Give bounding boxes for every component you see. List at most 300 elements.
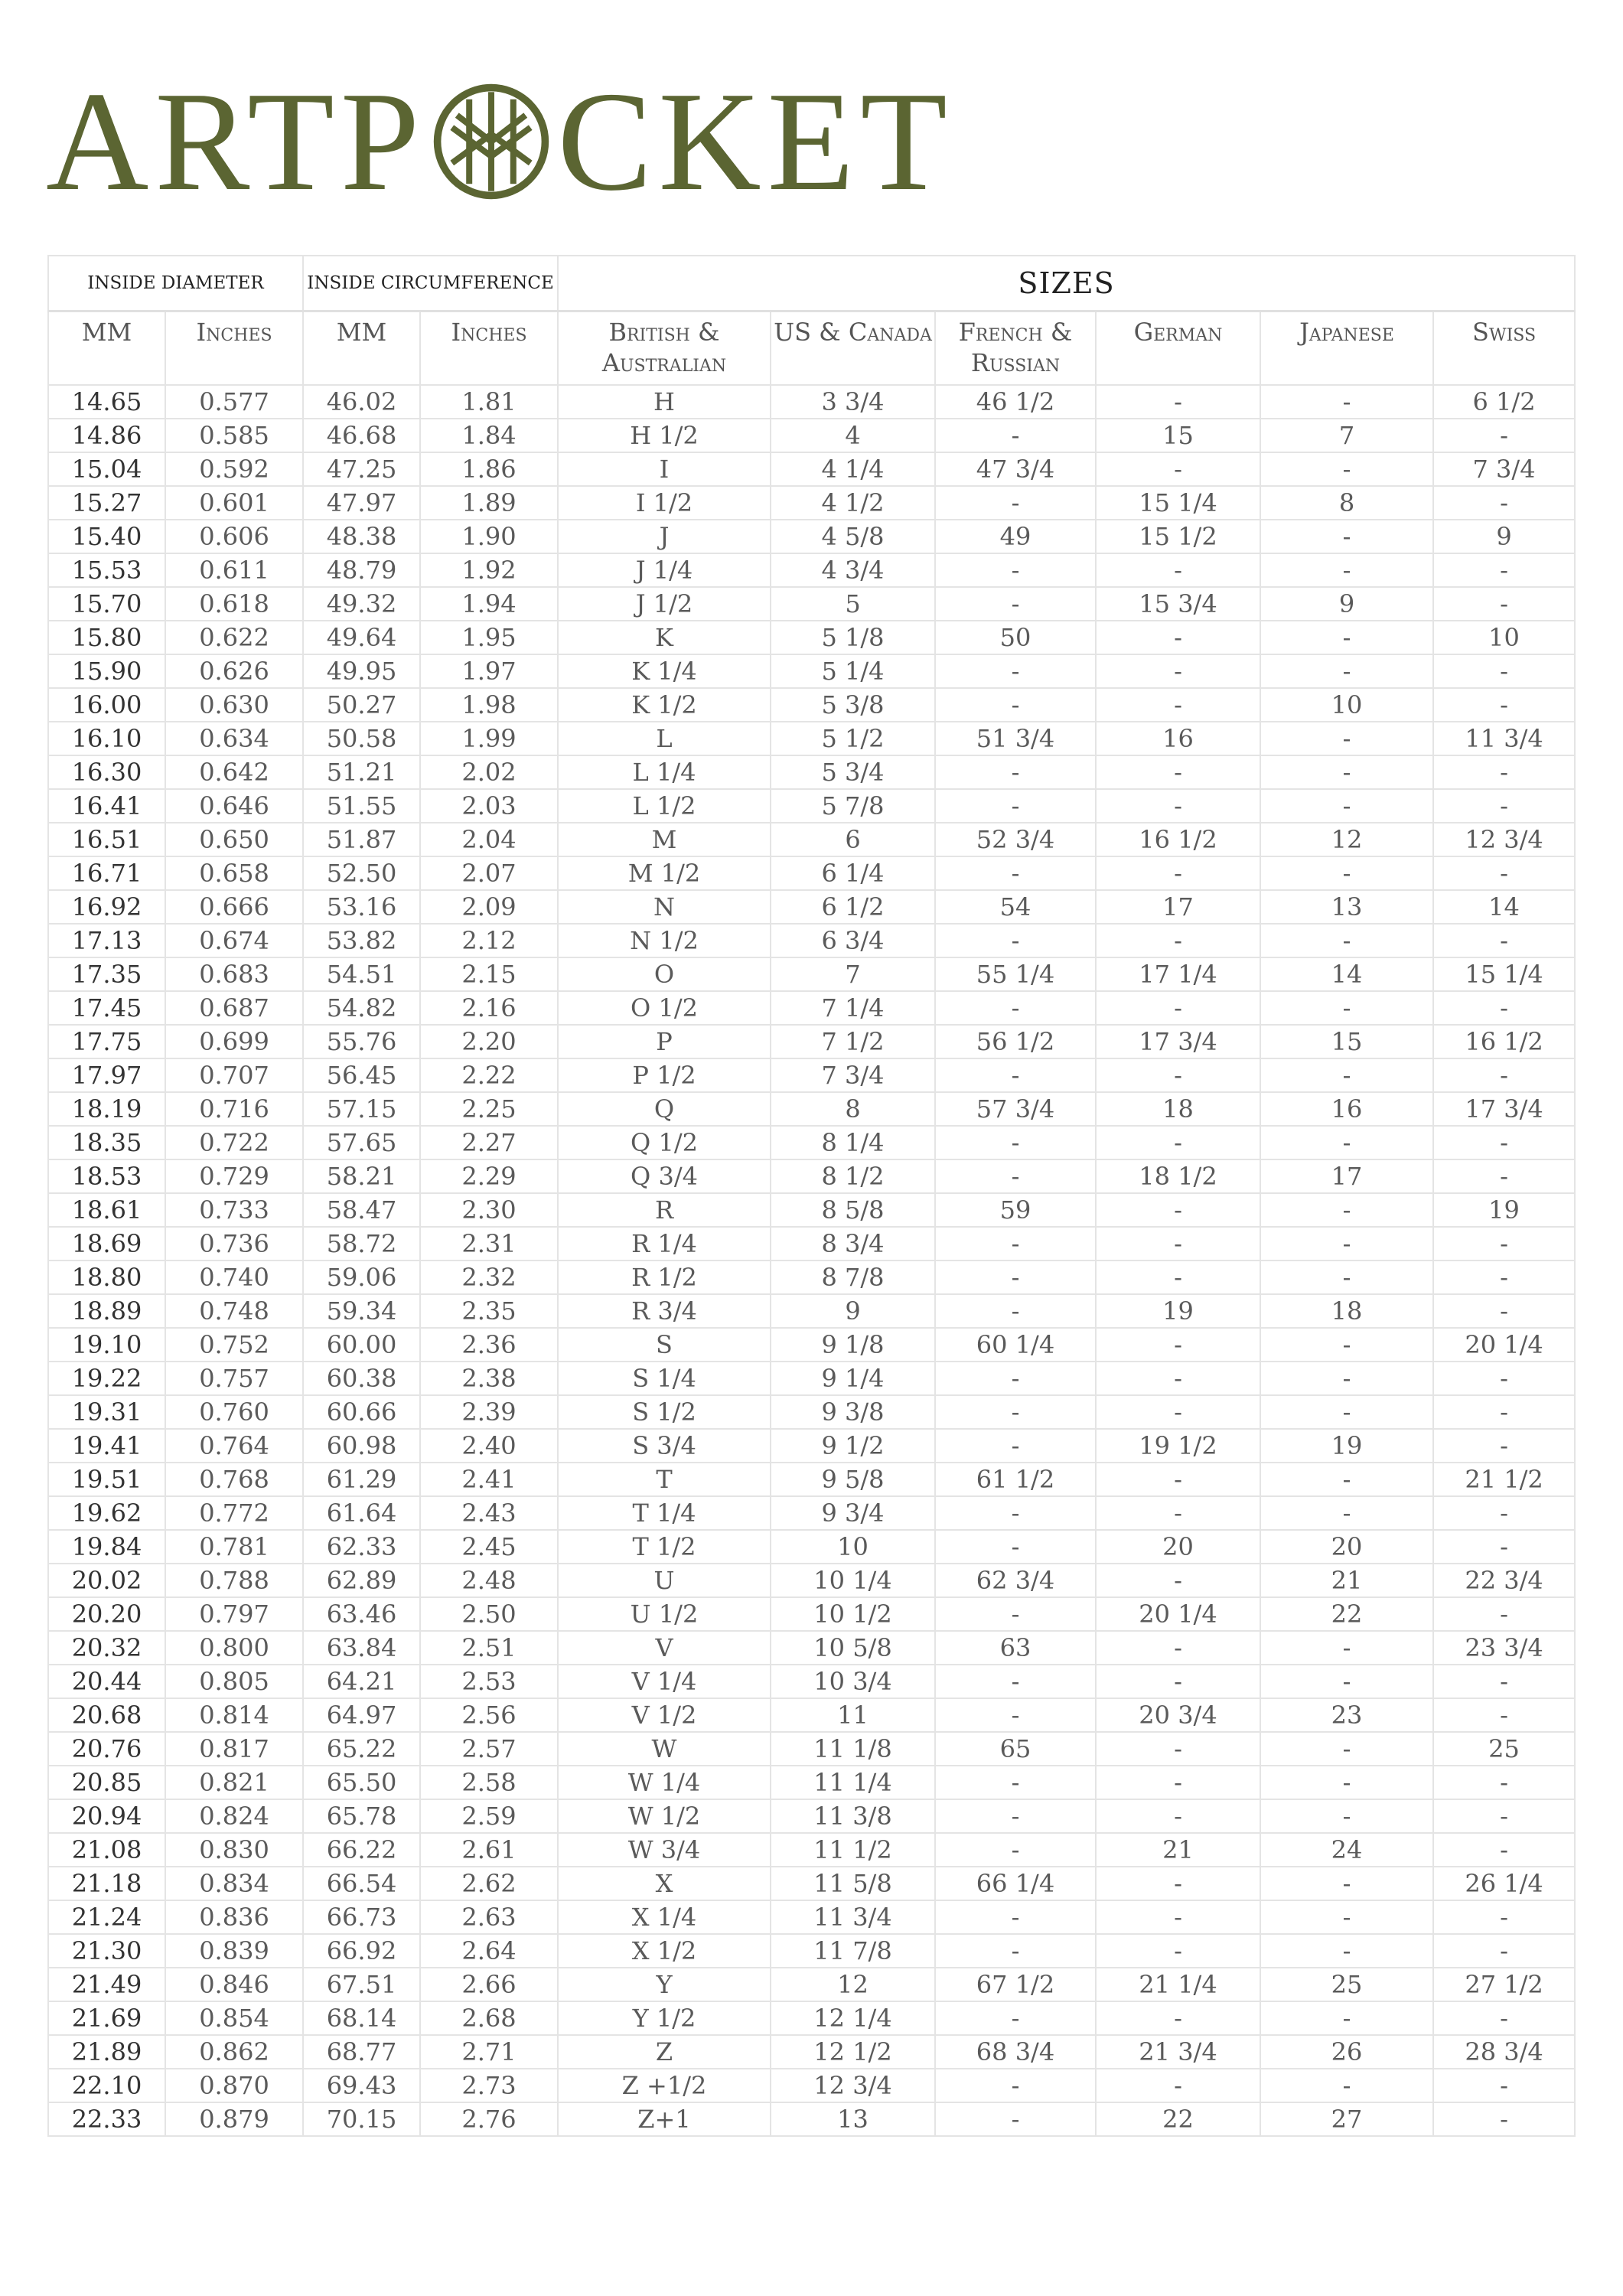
british-australian-cell: S 3/4 (558, 1429, 771, 1463)
diameter-mm-cell: 18.80 (48, 1261, 165, 1294)
german-cell: - (1096, 1328, 1260, 1362)
japanese-cell: - (1260, 789, 1433, 823)
circumference-mm-cell: 64.97 (303, 1698, 420, 1732)
british-australian-cell: L (558, 722, 771, 755)
french-russian-cell: 62 3/4 (935, 1564, 1096, 1597)
column-header-diameter-inches: Inches (165, 311, 303, 386)
table-row (48, 654, 1575, 688)
diameter-mm-cell: 21.24 (48, 1900, 165, 1934)
circumference-mm-cell: 60.38 (303, 1362, 420, 1395)
circumference-inches-cell: 2.41 (420, 1463, 558, 1496)
us-canada-cell: 5 3/8 (771, 688, 935, 722)
circumference-mm-cell: 59.06 (303, 1261, 420, 1294)
diameter-mm-cell: 22.33 (48, 2102, 165, 2136)
us-canada-cell: 7 3/4 (771, 1058, 935, 1092)
circumference-inches-cell: 2.56 (420, 1698, 558, 1732)
diameter-mm-cell: 21.08 (48, 1833, 165, 1867)
french-russian-cell: - (935, 991, 1096, 1025)
circumference-mm-cell: 66.22 (303, 1833, 420, 1867)
german-cell: - (1096, 2001, 1260, 2035)
us-canada-cell: 11 1/2 (771, 1833, 935, 1867)
column-header-diameter-mm: MM (48, 311, 165, 386)
table-row (48, 385, 1575, 419)
diameter-mm-cell: 15.40 (48, 520, 165, 553)
circumference-inches-cell: 2.12 (420, 924, 558, 957)
japanese-cell: 8 (1260, 486, 1433, 520)
diameter-mm-cell: 20.32 (48, 1631, 165, 1665)
diameter-inches-cell: 0.707 (165, 1058, 303, 1092)
japanese-cell: 27 (1260, 2102, 1433, 2136)
german-cell: - (1096, 755, 1260, 789)
table-row (48, 1799, 1575, 1833)
circumference-mm-cell: 48.38 (303, 520, 420, 553)
german-cell: 17 3/4 (1096, 1025, 1260, 1058)
table-row (48, 2035, 1575, 2069)
british-australian-cell: R 3/4 (558, 1294, 771, 1328)
circumference-mm-cell: 53.82 (303, 924, 420, 957)
french-russian-cell: - (935, 419, 1096, 452)
german-cell: 17 1/4 (1096, 957, 1260, 991)
diameter-inches-cell: 0.824 (165, 1799, 303, 1833)
column-header-circumference-mm: MM (303, 311, 420, 386)
us-canada-cell: 8 5/8 (771, 1193, 935, 1227)
diameter-inches-cell: 0.834 (165, 1867, 303, 1900)
diameter-inches-cell: 0.658 (165, 856, 303, 890)
diameter-mm-cell: 16.92 (48, 890, 165, 924)
french-russian-cell: - (935, 755, 1096, 789)
diameter-mm-cell: 20.68 (48, 1698, 165, 1732)
circumference-mm-cell: 62.33 (303, 1530, 420, 1564)
french-russian-cell: - (935, 1429, 1096, 1463)
us-canada-cell: 7 (771, 957, 935, 991)
us-canada-cell: 11 (771, 1698, 935, 1732)
diameter-mm-cell: 21.49 (48, 1968, 165, 2001)
circumference-inches-cell: 2.43 (420, 1496, 558, 1530)
size-rows (48, 385, 1575, 2136)
diameter-inches-cell: 0.577 (165, 385, 303, 419)
japanese-cell: - (1260, 1362, 1433, 1395)
inside-circumference-header: INSIDE CIRCUMFERENCE (303, 256, 558, 311)
french-russian-cell: - (935, 1496, 1096, 1530)
german-cell: - (1096, 1362, 1260, 1395)
table-row (48, 1698, 1575, 1732)
swiss-cell: - (1433, 2069, 1575, 2102)
diameter-inches-cell: 0.687 (165, 991, 303, 1025)
diameter-inches-cell: 0.752 (165, 1328, 303, 1362)
column-header-row (48, 311, 1575, 386)
swiss-cell: - (1433, 1698, 1575, 1732)
british-australian-cell: R (558, 1193, 771, 1227)
us-canada-cell: 12 1/2 (771, 2035, 935, 2069)
us-canada-cell: 7 1/2 (771, 1025, 935, 1058)
japanese-cell: - (1260, 1496, 1433, 1530)
circumference-inches-cell: 2.31 (420, 1227, 558, 1261)
german-cell: - (1096, 924, 1260, 957)
brand-name-left: ARTP (46, 63, 426, 220)
diameter-mm-cell: 20.20 (48, 1597, 165, 1631)
circumference-mm-cell: 58.21 (303, 1159, 420, 1193)
japanese-cell: 25 (1260, 1968, 1433, 2001)
french-russian-cell: - (935, 856, 1096, 890)
us-canada-cell: 5 7/8 (771, 789, 935, 823)
table-row (48, 1092, 1575, 1126)
table-row (48, 1833, 1575, 1867)
us-canada-cell: 4 1/2 (771, 486, 935, 520)
french-russian-cell: 47 3/4 (935, 452, 1096, 486)
french-russian-cell: 59 (935, 1193, 1096, 1227)
british-australian-cell: X 1/2 (558, 1934, 771, 1968)
circumference-inches-cell: 2.64 (420, 1934, 558, 1968)
german-cell: 19 (1096, 1294, 1260, 1328)
french-russian-cell: 52 3/4 (935, 823, 1096, 856)
diameter-inches-cell: 0.830 (165, 1833, 303, 1867)
circumference-inches-cell: 2.57 (420, 1732, 558, 1766)
japanese-cell: 26 (1260, 2035, 1433, 2069)
us-canada-cell: 4 (771, 419, 935, 452)
german-cell: - (1096, 1564, 1260, 1597)
table-row (48, 890, 1575, 924)
british-australian-cell: W 3/4 (558, 1833, 771, 1867)
inside-diameter-header: INSIDE DIAMETER (48, 256, 303, 311)
us-canada-cell: 4 3/4 (771, 553, 935, 587)
swiss-cell: - (1433, 1496, 1575, 1530)
japanese-cell: - (1260, 722, 1433, 755)
japanese-cell: - (1260, 856, 1433, 890)
swiss-cell: - (1433, 654, 1575, 688)
german-cell: 18 (1096, 1092, 1260, 1126)
diameter-mm-cell: 17.13 (48, 924, 165, 957)
japanese-cell: - (1260, 1900, 1433, 1934)
us-canada-cell: 11 5/8 (771, 1867, 935, 1900)
circumference-mm-cell: 68.14 (303, 2001, 420, 2035)
diameter-inches-cell: 0.716 (165, 1092, 303, 1126)
swiss-cell: 25 (1433, 1732, 1575, 1766)
british-australian-cell: J 1/2 (558, 587, 771, 621)
german-cell: 19 1/2 (1096, 1429, 1260, 1463)
circumference-mm-cell: 48.79 (303, 553, 420, 587)
swiss-cell: 15 1/4 (1433, 957, 1575, 991)
diameter-inches-cell: 0.760 (165, 1395, 303, 1429)
british-australian-cell: Z+1 (558, 2102, 771, 2136)
diameter-inches-cell: 0.870 (165, 2069, 303, 2102)
french-russian-cell: - (935, 1058, 1096, 1092)
us-canada-cell: 9 3/4 (771, 1496, 935, 1530)
circumference-mm-cell: 66.92 (303, 1934, 420, 1968)
japanese-cell: 21 (1260, 1564, 1433, 1597)
british-australian-cell: M 1/2 (558, 856, 771, 890)
circumference-inches-cell: 1.90 (420, 520, 558, 553)
column-header-french-russian: French & Russian (935, 311, 1096, 386)
circumference-inches-cell: 2.50 (420, 1597, 558, 1631)
table-row (48, 722, 1575, 755)
us-canada-cell: 10 1/4 (771, 1564, 935, 1597)
us-canada-cell: 4 1/4 (771, 452, 935, 486)
us-canada-cell: 5 1/2 (771, 722, 935, 755)
circumference-inches-cell: 2.22 (420, 1058, 558, 1092)
british-australian-cell: H 1/2 (558, 419, 771, 452)
table-row (48, 1328, 1575, 1362)
us-canada-cell: 10 5/8 (771, 1631, 935, 1665)
column-header-japanese: Japanese (1260, 311, 1433, 386)
us-canada-cell: 9 5/8 (771, 1463, 935, 1496)
german-cell: - (1096, 385, 1260, 419)
us-canada-cell: 7 1/4 (771, 991, 935, 1025)
us-canada-cell: 12 (771, 1968, 935, 2001)
diameter-inches-cell: 0.622 (165, 621, 303, 654)
circumference-mm-cell: 64.21 (303, 1665, 420, 1698)
diameter-mm-cell: 16.41 (48, 789, 165, 823)
swiss-cell: 14 (1433, 890, 1575, 924)
circumference-inches-cell: 1.84 (420, 419, 558, 452)
british-australian-cell: J (558, 520, 771, 553)
german-cell: - (1096, 452, 1260, 486)
us-canada-cell: 10 3/4 (771, 1665, 935, 1698)
swiss-cell: - (1433, 1294, 1575, 1328)
japanese-cell: 22 (1260, 1597, 1433, 1631)
swiss-cell: - (1433, 1362, 1575, 1395)
swiss-cell: - (1433, 1799, 1575, 1833)
circumference-mm-cell: 52.50 (303, 856, 420, 890)
circumference-inches-cell: 2.15 (420, 957, 558, 991)
diameter-inches-cell: 0.839 (165, 1934, 303, 1968)
british-australian-cell: I 1/2 (558, 486, 771, 520)
circumference-inches-cell: 2.63 (420, 1900, 558, 1934)
diameter-mm-cell: 16.30 (48, 755, 165, 789)
british-australian-cell: S 1/4 (558, 1362, 771, 1395)
circumference-mm-cell: 70.15 (303, 2102, 420, 2136)
german-cell: 16 (1096, 722, 1260, 755)
diameter-inches-cell: 0.764 (165, 1429, 303, 1463)
british-australian-cell: K (558, 621, 771, 654)
column-header-circumference-inches: Inches (420, 311, 558, 386)
circumference-inches-cell: 1.92 (420, 553, 558, 587)
swiss-cell: - (1433, 486, 1575, 520)
swiss-cell: 10 (1433, 621, 1575, 654)
table-row (48, 789, 1575, 823)
japanese-cell: 23 (1260, 1698, 1433, 1732)
british-australian-cell: H (558, 385, 771, 419)
japanese-cell: - (1260, 1631, 1433, 1665)
swiss-cell: - (1433, 1900, 1575, 1934)
japanese-cell: - (1260, 1867, 1433, 1900)
japanese-cell: - (1260, 1126, 1433, 1159)
circumference-inches-cell: 2.68 (420, 2001, 558, 2035)
french-russian-cell: 63 (935, 1631, 1096, 1665)
us-canada-cell: 5 1/4 (771, 654, 935, 688)
table-row (48, 2069, 1575, 2102)
circumference-inches-cell: 2.71 (420, 2035, 558, 2069)
circumference-mm-cell: 51.87 (303, 823, 420, 856)
circumference-inches-cell: 2.58 (420, 1766, 558, 1799)
british-australian-cell: Q (558, 1092, 771, 1126)
circumference-inches-cell: 1.99 (420, 722, 558, 755)
us-canada-cell: 6 (771, 823, 935, 856)
japanese-cell: - (1260, 2069, 1433, 2102)
british-australian-cell: Y 1/2 (558, 2001, 771, 2035)
german-cell: - (1096, 1631, 1260, 1665)
table-row (48, 688, 1575, 722)
german-cell: 18 1/2 (1096, 1159, 1260, 1193)
german-cell: - (1096, 1934, 1260, 1968)
british-australian-cell: Z +1/2 (558, 2069, 771, 2102)
swiss-cell: - (1433, 1395, 1575, 1429)
diameter-mm-cell: 19.10 (48, 1328, 165, 1362)
circumference-inches-cell: 2.51 (420, 1631, 558, 1665)
japanese-cell: - (1260, 1395, 1433, 1429)
diameter-mm-cell: 16.51 (48, 823, 165, 856)
us-canada-cell: 12 1/4 (771, 2001, 935, 2035)
german-cell: - (1096, 1395, 1260, 1429)
circumference-mm-cell: 66.73 (303, 1900, 420, 1934)
german-cell: 15 (1096, 419, 1260, 452)
swiss-cell: 22 3/4 (1433, 1564, 1575, 1597)
circumference-inches-cell: 2.20 (420, 1025, 558, 1058)
british-australian-cell: W (558, 1732, 771, 1766)
japanese-cell: 14 (1260, 957, 1433, 991)
us-canada-cell: 12 3/4 (771, 2069, 935, 2102)
german-cell: - (1096, 1766, 1260, 1799)
table-row (48, 823, 1575, 856)
table-row (48, 587, 1575, 621)
circumference-inches-cell: 1.97 (420, 654, 558, 688)
japanese-cell: 24 (1260, 1833, 1433, 1867)
diameter-mm-cell: 18.61 (48, 1193, 165, 1227)
us-canada-cell: 13 (771, 2102, 935, 2136)
circumference-inches-cell: 2.38 (420, 1362, 558, 1395)
table-row (48, 419, 1575, 452)
table-row (48, 1732, 1575, 1766)
french-russian-cell: - (935, 1597, 1096, 1631)
french-russian-cell: 57 3/4 (935, 1092, 1096, 1126)
circumference-mm-cell: 57.15 (303, 1092, 420, 1126)
diameter-inches-cell: 0.817 (165, 1732, 303, 1766)
british-australian-cell: V 1/2 (558, 1698, 771, 1732)
swiss-cell: - (1433, 1126, 1575, 1159)
diameter-inches-cell: 0.748 (165, 1294, 303, 1328)
circumference-inches-cell: 2.30 (420, 1193, 558, 1227)
circumference-mm-cell: 46.02 (303, 385, 420, 419)
circumference-mm-cell: 61.29 (303, 1463, 420, 1496)
table-row (48, 520, 1575, 553)
swiss-cell: - (1433, 1665, 1575, 1698)
diameter-mm-cell: 17.75 (48, 1025, 165, 1058)
circumference-inches-cell: 2.07 (420, 856, 558, 890)
circumference-mm-cell: 60.98 (303, 1429, 420, 1463)
us-canada-cell: 5 1/8 (771, 621, 935, 654)
swiss-cell: 11 3/4 (1433, 722, 1575, 755)
column-header-german: German (1096, 311, 1260, 386)
german-cell: - (1096, 1496, 1260, 1530)
sizes-header: SIZES (558, 256, 1575, 311)
swiss-cell: 12 3/4 (1433, 823, 1575, 856)
diameter-mm-cell: 16.00 (48, 688, 165, 722)
diameter-mm-cell: 21.30 (48, 1934, 165, 1968)
british-australian-cell: K 1/4 (558, 654, 771, 688)
japanese-cell: 7 (1260, 419, 1433, 452)
german-cell: - (1096, 1799, 1260, 1833)
swiss-cell: - (1433, 1934, 1575, 1968)
japanese-cell: - (1260, 385, 1433, 419)
swiss-cell: - (1433, 755, 1575, 789)
table-row (48, 957, 1575, 991)
british-australian-cell: N 1/2 (558, 924, 771, 957)
us-canada-cell: 9 1/2 (771, 1429, 935, 1463)
diameter-inches-cell: 0.740 (165, 1261, 303, 1294)
japanese-cell: - (1260, 1799, 1433, 1833)
table-row (48, 1530, 1575, 1564)
german-cell: - (1096, 654, 1260, 688)
british-australian-cell: W 1/4 (558, 1766, 771, 1799)
british-australian-cell: S (558, 1328, 771, 1362)
french-russian-cell: - (935, 1395, 1096, 1429)
swiss-cell: 28 3/4 (1433, 2035, 1575, 2069)
circumference-inches-cell: 2.16 (420, 991, 558, 1025)
table-row (48, 553, 1575, 587)
french-russian-cell: - (935, 1261, 1096, 1294)
french-russian-cell: - (935, 1227, 1096, 1261)
british-australian-cell: R 1/2 (558, 1261, 771, 1294)
swiss-cell: 17 3/4 (1433, 1092, 1575, 1126)
brand-emblem-icon (430, 80, 552, 203)
japanese-cell: 17 (1260, 1159, 1433, 1193)
french-russian-cell: - (935, 486, 1096, 520)
german-cell: 22 (1096, 2102, 1260, 2136)
circumference-mm-cell: 55.76 (303, 1025, 420, 1058)
us-canada-cell: 3 3/4 (771, 385, 935, 419)
diameter-inches-cell: 0.674 (165, 924, 303, 957)
table-row (48, 1395, 1575, 1429)
french-russian-cell: - (935, 1833, 1096, 1867)
us-canada-cell: 9 1/4 (771, 1362, 935, 1395)
japanese-cell: 15 (1260, 1025, 1433, 1058)
circumference-inches-cell: 2.03 (420, 789, 558, 823)
diameter-mm-cell: 15.53 (48, 553, 165, 587)
french-russian-cell: - (935, 924, 1096, 957)
us-canada-cell: 6 1/4 (771, 856, 935, 890)
circumference-mm-cell: 63.46 (303, 1597, 420, 1631)
circumference-inches-cell: 2.35 (420, 1294, 558, 1328)
us-canada-cell: 4 5/8 (771, 520, 935, 553)
japanese-cell: 12 (1260, 823, 1433, 856)
circumference-mm-cell: 53.16 (303, 890, 420, 924)
japanese-cell: - (1260, 1328, 1433, 1362)
swiss-cell: 20 1/4 (1433, 1328, 1575, 1362)
french-russian-cell: - (935, 654, 1096, 688)
swiss-cell: 6 1/2 (1433, 385, 1575, 419)
diameter-inches-cell: 0.781 (165, 1530, 303, 1564)
french-russian-cell: 68 3/4 (935, 2035, 1096, 2069)
swiss-cell: 21 1/2 (1433, 1463, 1575, 1496)
french-russian-cell: - (935, 1698, 1096, 1732)
swiss-cell: - (1433, 2001, 1575, 2035)
british-australian-cell: N (558, 890, 771, 924)
british-australian-cell: P 1/2 (558, 1058, 771, 1092)
diameter-inches-cell: 0.846 (165, 1968, 303, 2001)
circumference-mm-cell: 68.77 (303, 2035, 420, 2069)
group-header-row (48, 256, 1575, 311)
diameter-mm-cell: 19.31 (48, 1395, 165, 1429)
german-cell: - (1096, 1058, 1260, 1092)
french-russian-cell: - (935, 1294, 1096, 1328)
german-cell: - (1096, 1900, 1260, 1934)
french-russian-cell: 51 3/4 (935, 722, 1096, 755)
japanese-cell: - (1260, 654, 1433, 688)
table-row (48, 1058, 1575, 1092)
diameter-inches-cell: 0.592 (165, 452, 303, 486)
us-canada-cell: 8 1/4 (771, 1126, 935, 1159)
diameter-inches-cell: 0.666 (165, 890, 303, 924)
diameter-inches-cell: 0.601 (165, 486, 303, 520)
